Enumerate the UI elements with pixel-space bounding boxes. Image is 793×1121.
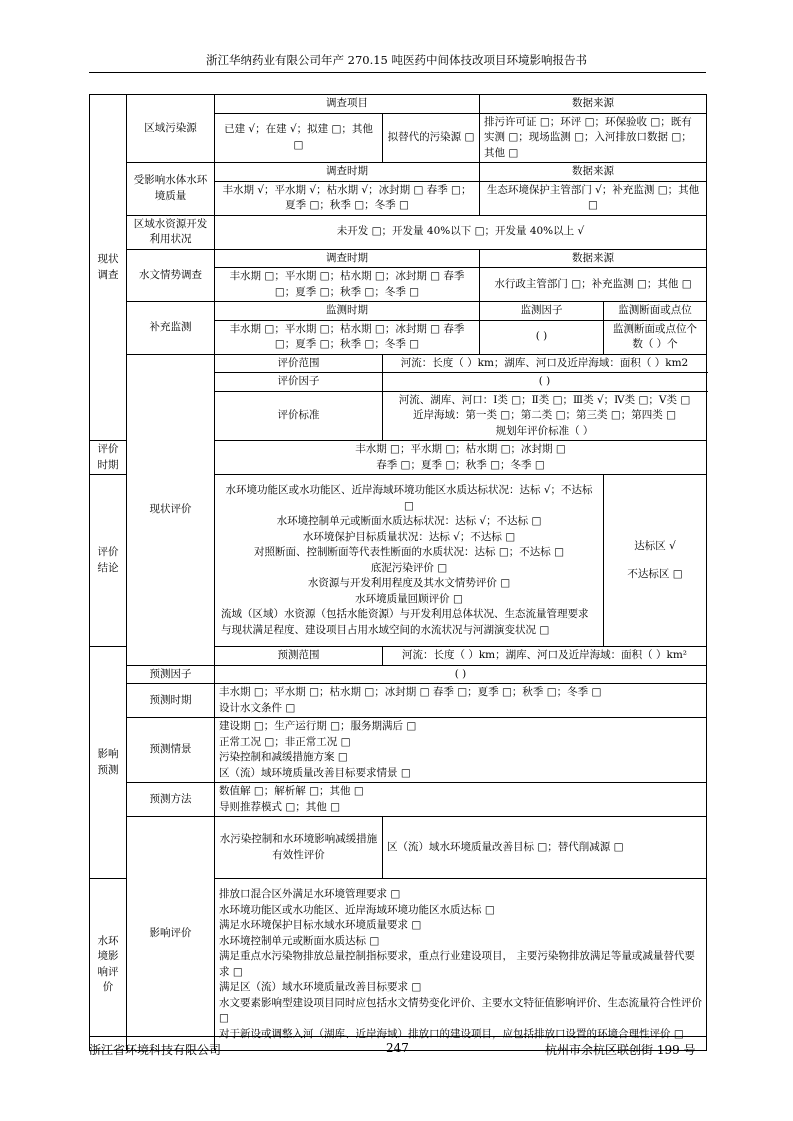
row-label-mitigation-effectiveness: 水污染控制和水环境影响减缓措施有效性评价	[215, 817, 383, 879]
header-data-source-2: 数据来源	[480, 163, 707, 182]
footer-address: 杭州市余杭区联创街 199 号	[545, 1043, 696, 1057]
cell-hydrology-period: 丰水期 □；平水期 □；枯水期 □；冰封期 □ 春季 □；夏季 □；秋季 □；冬季 □	[215, 268, 480, 302]
prediction-period-line-2: 设计水文条件 □	[219, 701, 296, 714]
cell-assessment-factor: ( )	[383, 373, 707, 392]
cell-assessment-conclusion	[215, 475, 604, 647]
row-label-supplementary-monitoring: 补充监测	[127, 302, 215, 355]
impact-item: 满足区（流）域水环境质量改善目标要求 □	[219, 981, 422, 993]
impact-item: 水环境功能区或水功能区、近岸海域环境功能区水质达标 □	[219, 903, 495, 916]
standard-line-2: 近岸海域：第一类 □；第二类 □；第三类 □；第四类 □	[412, 409, 677, 421]
row-label-water-impact-assessment: 水环境影响评价	[90, 879, 127, 1051]
page-header: 浙江华纳药业有限公司年产 270.15 吨医药中间体技改项目环境影响报告书	[205, 53, 588, 67]
conclusion-line-7: 水环境质量回顾评价 □	[355, 592, 463, 605]
cell-prediction-scenario	[215, 718, 707, 783]
row-label-assessment-scope: 评价范围	[215, 354, 383, 373]
footer-page-number: 247	[386, 1041, 409, 1055]
row-label-affected-water: 受影响水体水环境质量	[127, 163, 215, 216]
standard-line-3: 规划年评价标准（ ）	[495, 424, 594, 437]
cell-data-source-options-2: 生态环境保护主管部门 √；补充监测 □；其他 □	[480, 181, 707, 215]
cell-assessment-period	[215, 441, 707, 475]
cell-replaced-source: 拟替代的污染源 □	[383, 113, 480, 163]
cell-monitor-factor: ( )	[480, 320, 604, 354]
survey-table	[89, 94, 707, 1051]
row-label-assessment-conclusion: 评价结论	[90, 475, 127, 647]
header-data-source-3: 数据来源	[480, 249, 707, 268]
header-survey-item: 调查项目	[215, 95, 480, 114]
cell-data-source-options: 排污许可证 □；环评 □；环保验收 □；既有实测 □；现场监测 □；入河排放口数据 □；其他 □	[480, 113, 707, 163]
cell-compliance-zone	[604, 475, 707, 647]
row-label-prediction-method: 预测方法	[127, 783, 215, 817]
scenario-line-1: 建设期 □；生产运行期 □；服务期满后 □	[219, 720, 417, 732]
cell-assessment-scope: 河流：长度（ ）km；湖库、河口及近岸海域：面积（ ）km2	[383, 354, 707, 373]
row-label-assessment-period: 评价时期	[90, 441, 127, 475]
header-monitor-factor: 监测因子	[480, 302, 604, 321]
cell-prediction-factor: ( )	[215, 665, 707, 684]
section-label-survey: 现状调查	[90, 95, 127, 441]
row-label-hydrology: 水文情势调查	[127, 249, 215, 302]
conclusion-line-5: 底泥污染评价 □	[370, 561, 448, 574]
cell-hydrology-source: 水行政主管部门 □；补充监测 □；其他 □	[480, 268, 707, 302]
cell-built-status: 已建 √；在建 √；拟建 □；其他 □	[215, 113, 383, 163]
footer-rule	[89, 1036, 706, 1037]
conclusion-line-2: 水环境控制单元或断面水质达标状况：达标 √；不达标 □	[276, 515, 542, 527]
section-label-prediction: 影响预测	[90, 647, 127, 879]
conclusion-line-6: 水资源与开发利用程度及其水文情势评价 □	[307, 577, 511, 589]
row-label-assessment-standard: 评价标准	[215, 391, 383, 441]
row-label-prediction-period: 预测时期	[127, 684, 215, 718]
header-survey-period-2: 调查时期	[215, 249, 480, 268]
row-label-assessment-factor: 评价因子	[215, 373, 383, 392]
cell-mitigation-effectiveness: 区（流）域水环境质量改善目标 □；替代削减源 □	[383, 817, 707, 879]
scenario-line-3: 污染控制和减缓措施方案 □	[219, 751, 348, 763]
period-line-2: 春季 □；夏季 □；秋季 □；冬季 □	[376, 458, 545, 471]
footer-company: 浙江省环境科技有限公司	[89, 1043, 222, 1057]
period-line-1: 丰水期 □；平水期 □；枯水期 □；冰封期 □	[355, 443, 566, 455]
row-label-prediction-scope: 预测范围	[215, 647, 383, 666]
impact-item: 对于新设或调整入河（湖库、近岸海域）排放口的建设项目，应包括排放口设置的环境合理性评价 □	[219, 1027, 684, 1040]
cell-water-impact-assessment	[215, 879, 707, 1051]
impact-item: 满足水环境保护目标水域水环境质量要求 □	[219, 919, 422, 931]
row-label-water-resource: 区域水资源开发利用状况	[127, 215, 215, 249]
impact-item: 水文要素影响型建设项目同时应包括水文情势变化评价、主要水文特征值影响评价、生态流量符合性评价 □	[219, 996, 702, 1024]
cell-prediction-period	[215, 684, 707, 718]
header-survey-period: 调查时期	[215, 163, 480, 182]
noncompliant-zone: 不达标区 □	[627, 567, 683, 580]
header-rule	[89, 72, 706, 73]
header-data-source: 数据来源	[480, 95, 707, 114]
row-label-prediction-factor: 预测因子	[127, 665, 215, 684]
row-label-prediction-scenario: 预测情景	[127, 718, 215, 783]
impact-item: 水环境控制单元或断面水质达标 □	[219, 934, 380, 947]
prediction-period-line-1: 丰水期 □；平水期 □；枯水期 □；冰封期 □ 春季 □；夏季 □；秋季 □；冬季 □	[219, 686, 602, 698]
standard-line-1: 河流、湖库、河口：Ⅰ类 □；Ⅱ类 □；Ⅲ类 √；Ⅳ类 □；Ⅴ类 □	[398, 393, 691, 406]
method-line-1: 数值解 □；解析解 □；其他 □	[219, 785, 364, 797]
cell-monitor-period: 丰水期 □；平水期 □；枯水期 □；冰封期 □ 春季 □；夏季 □；秋季 □；冬季 □	[215, 320, 480, 354]
cell-monitor-section-count: 监测断面或点位个数（ ）个	[604, 320, 707, 354]
impact-item: 排放口混合区外满足水环境管理要求 □	[219, 888, 401, 900]
section-label-assessment: 现状评价	[127, 354, 215, 665]
header-monitor-period: 监测时期	[215, 302, 480, 321]
row-label-regional-pollution: 区域污染源	[127, 95, 215, 163]
conclusion-line-1: 水环境功能区或水功能区、近岸海域环境功能区水质达标状况：达标 √；不达标 □	[225, 484, 593, 512]
section-label-impact-assessment: 影响评价	[127, 817, 215, 1051]
compliant-zone: 达标区 √	[634, 540, 676, 552]
conclusion-line-8: 流域（区域）水资源（包括水能资源）与开发利用总体状况、生态流量管理要求与现状满足程度、建设项目占用水域空间的水流状况与河湖演变状况 □	[221, 608, 589, 636]
cell-prediction-scope: 河流：长度（ ）km；湖库、河口及近岸海域：面积（ ）km²	[383, 647, 707, 666]
header-monitor-section: 监测断面或点位	[604, 302, 707, 321]
conclusion-line-3: 水环境保护目标质量状况：达标 √；不达标 □	[302, 530, 516, 543]
scenario-line-4: 区（流）域环境质量改善目标要求情景 □	[219, 766, 411, 779]
scenario-line-2: 正常工况 □；非正常工况 □	[219, 735, 351, 748]
cell-prediction-method	[215, 783, 707, 817]
cell-water-resource-development: 未开发 □；开发量 40%以下 □；开发量 40%以上 √	[215, 215, 707, 249]
cell-assessment-standard	[383, 391, 707, 441]
cell-survey-period-options: 丰水期 √；平水期 √；枯水期 √；冰封期 □ 春季 □；夏季 □；秋季 □；冬季 □	[215, 181, 480, 215]
conclusion-line-4: 对照断面、控制断面等代表性断面的水质状况：达标 □；不达标 □	[253, 546, 564, 558]
impact-item: 满足重点水污染物排放总量控制指标要求，重点行业建设项目， 主要污染物排放满足等量或减量替代要求 □	[219, 950, 695, 978]
method-line-2: 导则推荐模式 □；其他 □	[219, 800, 341, 813]
